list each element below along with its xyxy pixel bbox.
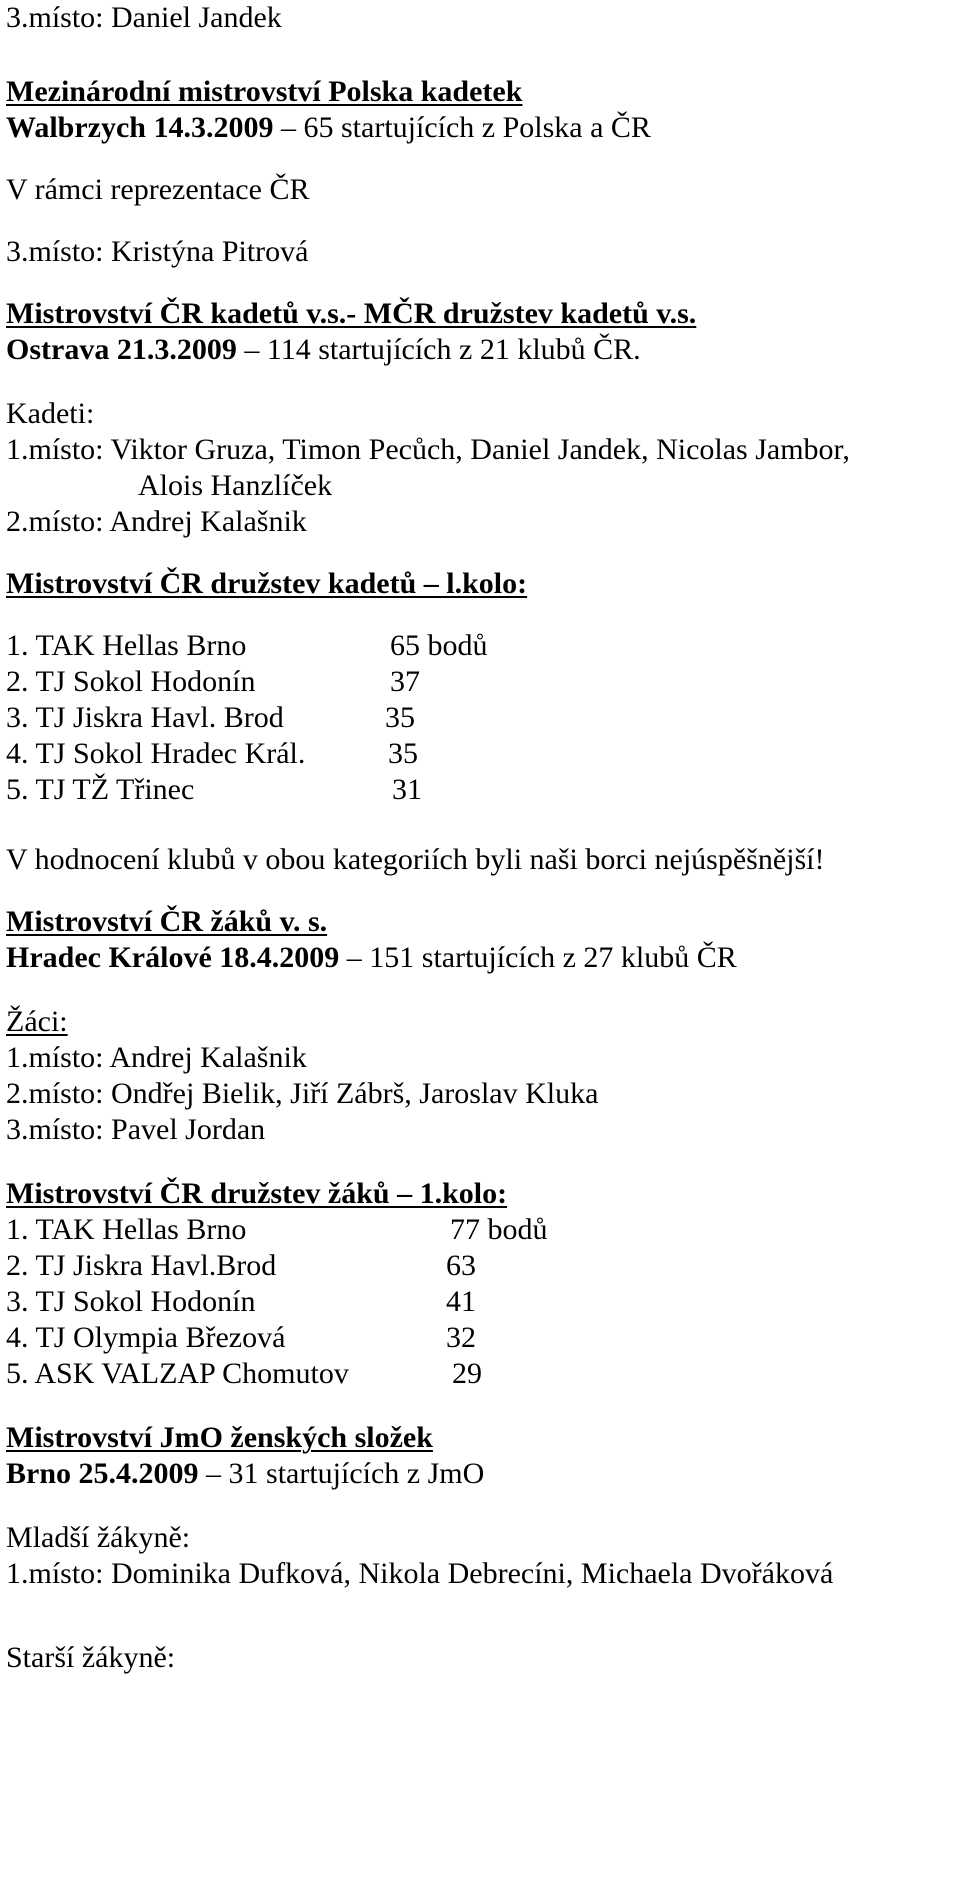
team-points: 35 xyxy=(385,701,415,734)
team-row: 2. TJ Sokol Hodonín xyxy=(6,665,256,698)
team-points: 77 bodů xyxy=(450,1213,548,1246)
event-place-date: Walbrzych 14.3.2009 xyxy=(6,111,274,144)
event-participants: – 31 startujících z JmO xyxy=(198,1457,485,1490)
placement-line: 2.místo: Andrej Kalašnik xyxy=(6,505,307,538)
category-label: Žáci: xyxy=(6,1005,68,1038)
event-details xyxy=(6,1456,484,1492)
placement-line-cont: Alois Hanzlíček xyxy=(138,469,333,502)
placement-line: 3.místo: Pavel Jordan xyxy=(6,1113,266,1146)
team-row: 4. TJ Olympia Březová xyxy=(6,1321,286,1354)
event-place-date: Brno 25.4.2009 xyxy=(6,1457,199,1490)
placement-line: 3.místo: Kristýna Pitrová xyxy=(6,235,309,268)
team-row: 5. TJ TŽ Třinec xyxy=(6,773,195,806)
section-heading-team-cadets: Mistrovství ČR družstev kadetů – l.kolo: xyxy=(6,567,528,600)
event-participants: – 114 startujících z 21 klubů ČR. xyxy=(236,333,641,366)
event-participants: – 65 startujících z Polska a ČR xyxy=(273,111,651,144)
placement-line: 1.místo: Dominika Dufková, Nikola Debrecíni, Michaela Dvořáková xyxy=(6,1557,834,1590)
section-heading-pupils: Mistrovství ČR žáků v. s. xyxy=(6,905,328,938)
placement-line: 2.místo: Ondřej Bielik, Jiří Zábrš, Jaroslav Kluka xyxy=(6,1077,599,1110)
placement-line: 1.místo: Andrej Kalašnik xyxy=(6,1041,307,1074)
team-points: 65 bodů xyxy=(390,629,488,662)
team-points: 29 xyxy=(452,1357,482,1390)
team-points: 32 xyxy=(446,1321,476,1354)
team-row: 5. ASK VALZAP Chomutov xyxy=(6,1357,349,1390)
event-place-date: Hradec Králové 18.4.2009 xyxy=(6,941,340,974)
team-points: 35 xyxy=(388,737,418,770)
team-row: 4. TJ Sokol Hradec Král. xyxy=(6,737,306,770)
team-row: 1. TAK Hellas Brno xyxy=(6,1213,247,1246)
team-points: 41 xyxy=(446,1285,476,1318)
section-heading-poland: Mezinárodní mistrovství Polska kadetek xyxy=(6,75,523,108)
event-details xyxy=(6,332,641,368)
team-row: 1. TAK Hellas Brno xyxy=(6,629,247,662)
category-label: Kadeti: xyxy=(6,397,95,430)
team-row: 3. TJ Jiskra Havl. Brod xyxy=(6,701,284,734)
event-details xyxy=(6,110,651,146)
event-place-date: Ostrava 21.3.2009 xyxy=(6,333,237,366)
category-label: Mladší žákyně: xyxy=(6,1521,191,1554)
team-row: 2. TJ Jiskra Havl.Brod xyxy=(6,1249,277,1282)
team-row: 3. TJ Sokol Hodonín xyxy=(6,1285,256,1318)
note-line: V rámci reprezentace ČR xyxy=(6,173,310,206)
event-participants: – 151 startujících z 27 klubů ČR xyxy=(339,941,737,974)
event-details xyxy=(6,940,737,976)
placement-line: 3.místo: Daniel Jandek xyxy=(6,1,282,34)
section-heading-women: Mistrovství JmO ženských složek xyxy=(6,1421,433,1454)
placement-line: 1.místo: Viktor Gruza, Timon Pecůch, Daniel Jandek, Nicolas Jambor, xyxy=(6,433,850,466)
team-points: 31 xyxy=(392,773,422,806)
team-points: 63 xyxy=(446,1249,476,1282)
category-label: Starší žákyně: xyxy=(6,1641,176,1674)
note-line: V hodnocení klubů v obou kategoriích byli naši borci nejúspěšnější! xyxy=(6,843,825,876)
team-points: 37 xyxy=(390,665,420,698)
section-heading-cadets: Mistrovství ČR kadetů v.s.- MČR družstev kadetů v.s. xyxy=(6,297,697,330)
section-heading-team-pupils: Mistrovství ČR družstev žáků – 1.kolo: xyxy=(6,1177,508,1210)
